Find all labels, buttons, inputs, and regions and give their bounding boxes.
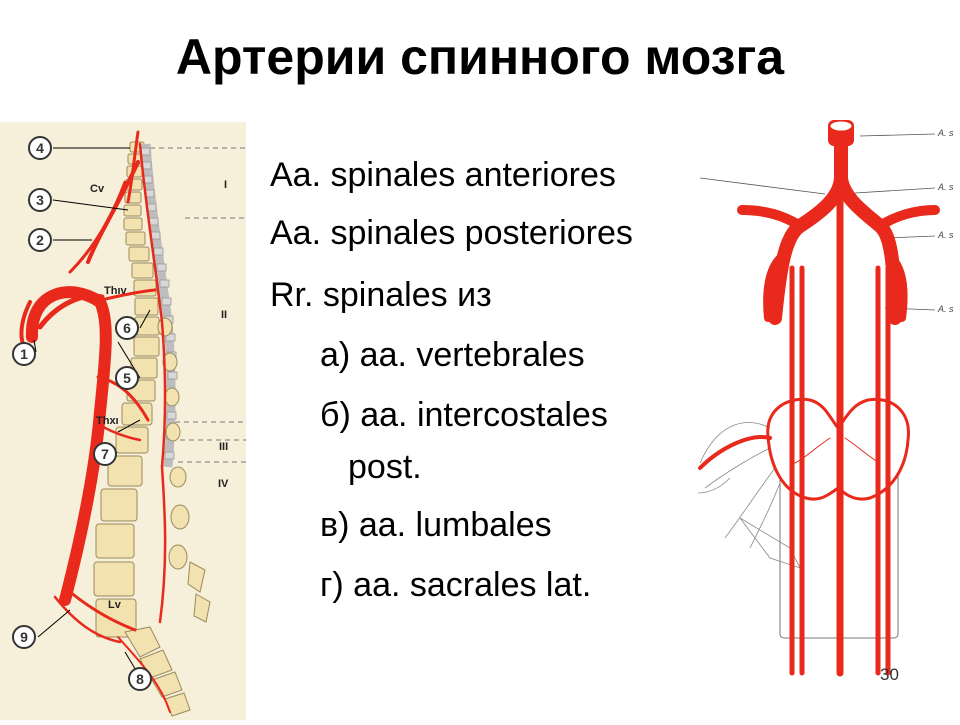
- callout-7: 7: [101, 446, 109, 462]
- sacrum: [125, 562, 210, 716]
- spinal-cord-cross-section-illustration: [680, 118, 960, 678]
- region-iv: IV: [218, 478, 229, 490]
- list-line-anterior: Aa. spinales anteriores: [270, 156, 616, 194]
- list-item-v: в) aa. lumbales: [320, 506, 552, 544]
- callout-6: 6: [123, 320, 131, 336]
- region-labels: [218, 179, 229, 490]
- callout-9: 9: [20, 629, 28, 645]
- list-line-rr-spinales: Rr. spinales из: [270, 276, 492, 314]
- slide-number: 30: [880, 665, 899, 684]
- list-item-g: г) aa. sacrales lat.: [320, 566, 592, 604]
- label-a-1: A. s: [938, 128, 954, 138]
- list-item-b-continuation: post.: [348, 448, 422, 486]
- list-item-b: б) aa. intercostales: [320, 396, 608, 434]
- list-item-a: а) aa. vertebrales: [320, 336, 585, 374]
- figure-labels: [937, 128, 954, 314]
- region-i: I: [224, 179, 228, 191]
- region-iii: III: [219, 441, 229, 453]
- callout-1: 1: [20, 346, 28, 362]
- spine-diagram: [0, 122, 246, 720]
- region-ii: II: [221, 309, 228, 321]
- slide-title: Артерии спинного мозга: [175, 29, 785, 85]
- label-a-4: A. s: [938, 304, 954, 314]
- callout-5: 5: [123, 370, 131, 386]
- label-thiv: Thıv: [104, 285, 127, 297]
- label-thxi: Thxı: [96, 415, 119, 427]
- callout-8: 8: [136, 671, 144, 687]
- callout-3: 3: [36, 192, 44, 208]
- spinal-artery-illustration: [0, 122, 246, 720]
- cross-section-diagram: [680, 118, 960, 678]
- label-cv: Cv: [90, 183, 105, 195]
- callout-2: 2: [36, 232, 44, 248]
- list-line-posterior: Aa. spinales posteriores: [270, 214, 633, 252]
- label-a-2: A. s: [938, 182, 954, 192]
- callout-4: 4: [36, 140, 44, 156]
- label-a-3: A. s: [938, 230, 954, 240]
- label-lv: Lv: [108, 599, 121, 611]
